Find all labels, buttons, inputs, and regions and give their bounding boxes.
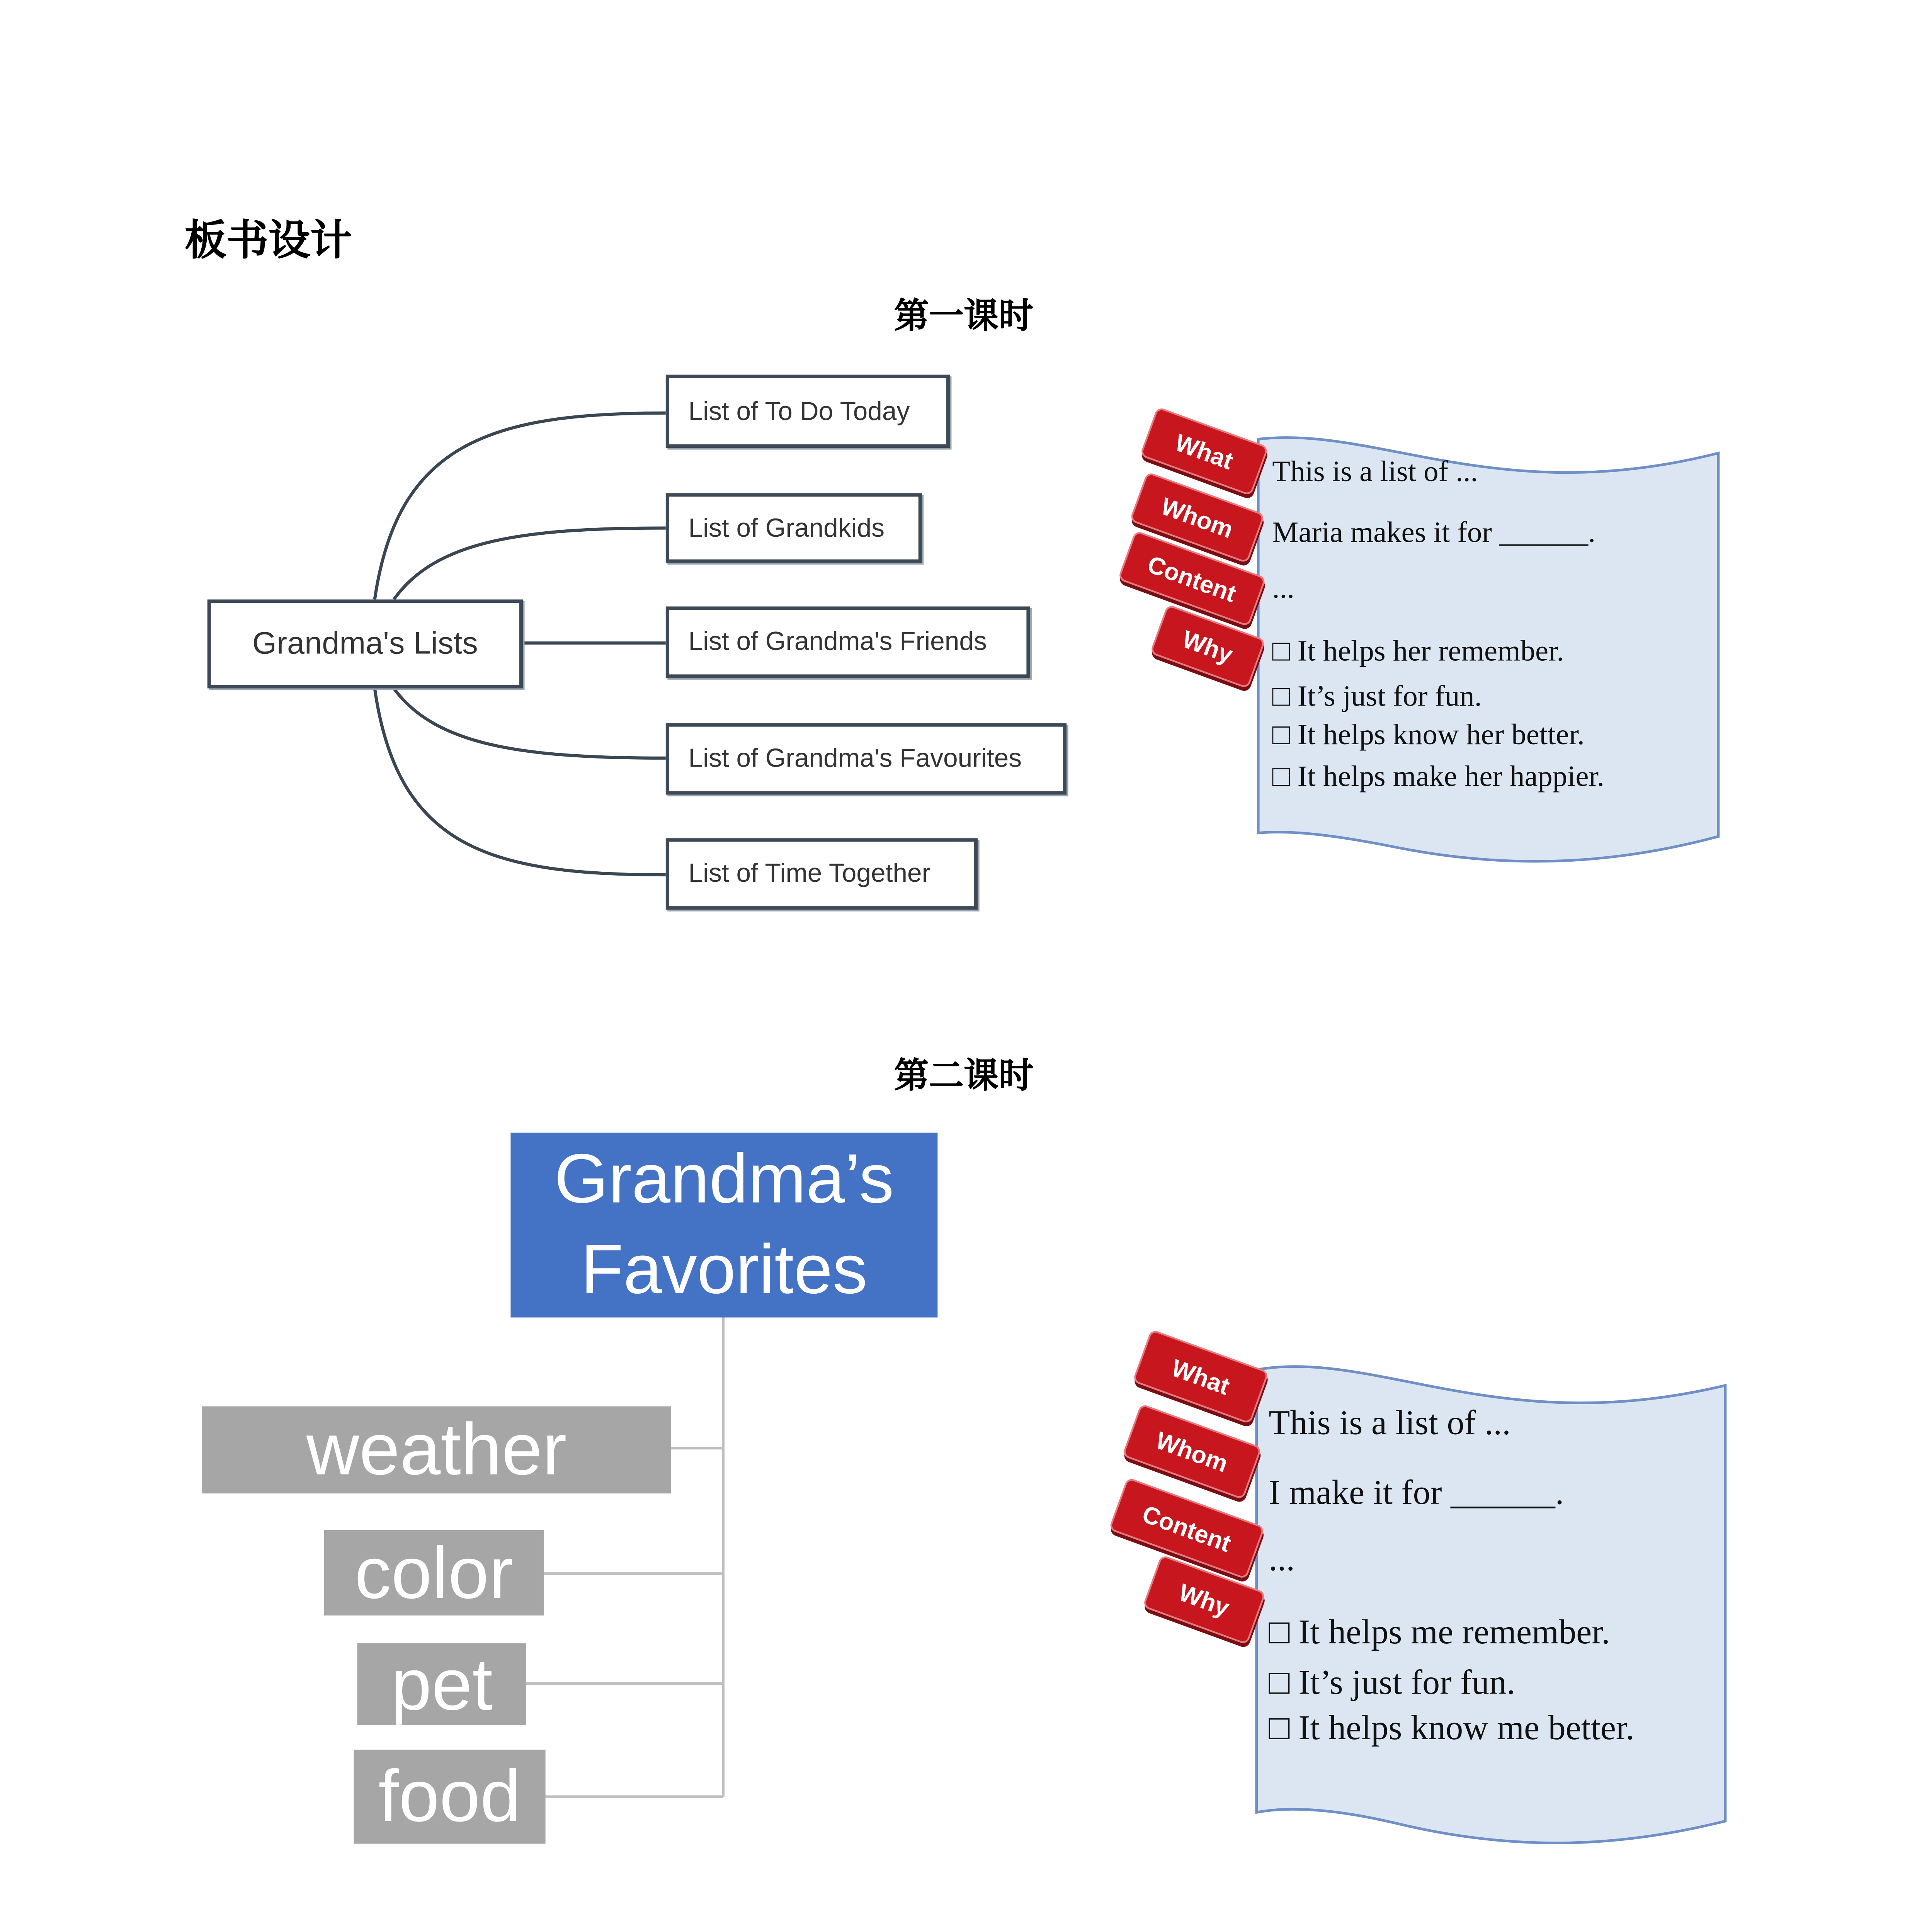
tag-whom: Whom bbox=[1122, 1403, 1262, 1500]
card1-option: □ It’s just for fun. bbox=[1272, 679, 1482, 713]
card2-line: This is a list of ... bbox=[1269, 1405, 1511, 1443]
connector-to-do-today bbox=[375, 413, 666, 600]
tag-content: Content bbox=[1109, 1477, 1265, 1580]
card2-line: I make it for ______. bbox=[1269, 1474, 1564, 1513]
connector-favourites bbox=[394, 688, 666, 758]
card2-option: □ It helps know me better. bbox=[1269, 1709, 1635, 1748]
mindmap-branch-favourites: List of Grandma's Favourites bbox=[666, 723, 1067, 795]
lesson1-title: 第一课时 bbox=[894, 294, 1034, 337]
page-heading: 板书设计 bbox=[185, 214, 352, 265]
card1-option: □ It helps make her happier. bbox=[1272, 760, 1604, 793]
tag-whom: Whom bbox=[1129, 471, 1265, 563]
card1-option: □ It helps her remember. bbox=[1272, 634, 1564, 668]
mindmap-center-node: Grandma's Lists bbox=[208, 599, 523, 688]
tag-what: What bbox=[1132, 1329, 1269, 1425]
connector-grandkids bbox=[394, 528, 666, 600]
mindmap-branch-friends: List of Grandma's Friends bbox=[666, 606, 1030, 678]
topic-item-color: color bbox=[324, 1530, 544, 1616]
topic-item-pet: pet bbox=[357, 1643, 526, 1725]
card2-option: □ It’s just for fun. bbox=[1269, 1664, 1516, 1703]
topic-title-box: Grandma’s Favorites bbox=[510, 1133, 937, 1318]
card2-line: ... bbox=[1269, 1540, 1295, 1579]
card2-option: □ It helps me remember. bbox=[1269, 1614, 1610, 1652]
card1-option: □ It helps know her better. bbox=[1272, 718, 1585, 751]
tag-what: What bbox=[1140, 406, 1269, 496]
tag-why: Why bbox=[1150, 604, 1266, 689]
topic-connectors bbox=[526, 1318, 723, 1797]
topic-item-food: food bbox=[354, 1750, 546, 1844]
mindmap-branch-to-do-today: List of To Do Today bbox=[666, 375, 950, 448]
connector-time-together bbox=[375, 688, 666, 875]
card1-line: ... bbox=[1272, 571, 1294, 605]
mindmap-branch-grandkids: List of Grandkids bbox=[666, 493, 922, 563]
card1-line: This is a list of ... bbox=[1272, 455, 1478, 488]
tag-content: Content bbox=[1118, 530, 1266, 627]
lesson2-title: 第二课时 bbox=[894, 1054, 1034, 1096]
tag-why: Why bbox=[1142, 1554, 1266, 1645]
topic-item-weather: weather bbox=[202, 1406, 671, 1494]
mindmap-branch-time-together: List of Time Together bbox=[666, 838, 978, 910]
card1-line: Maria makes it for ______. bbox=[1272, 515, 1596, 549]
